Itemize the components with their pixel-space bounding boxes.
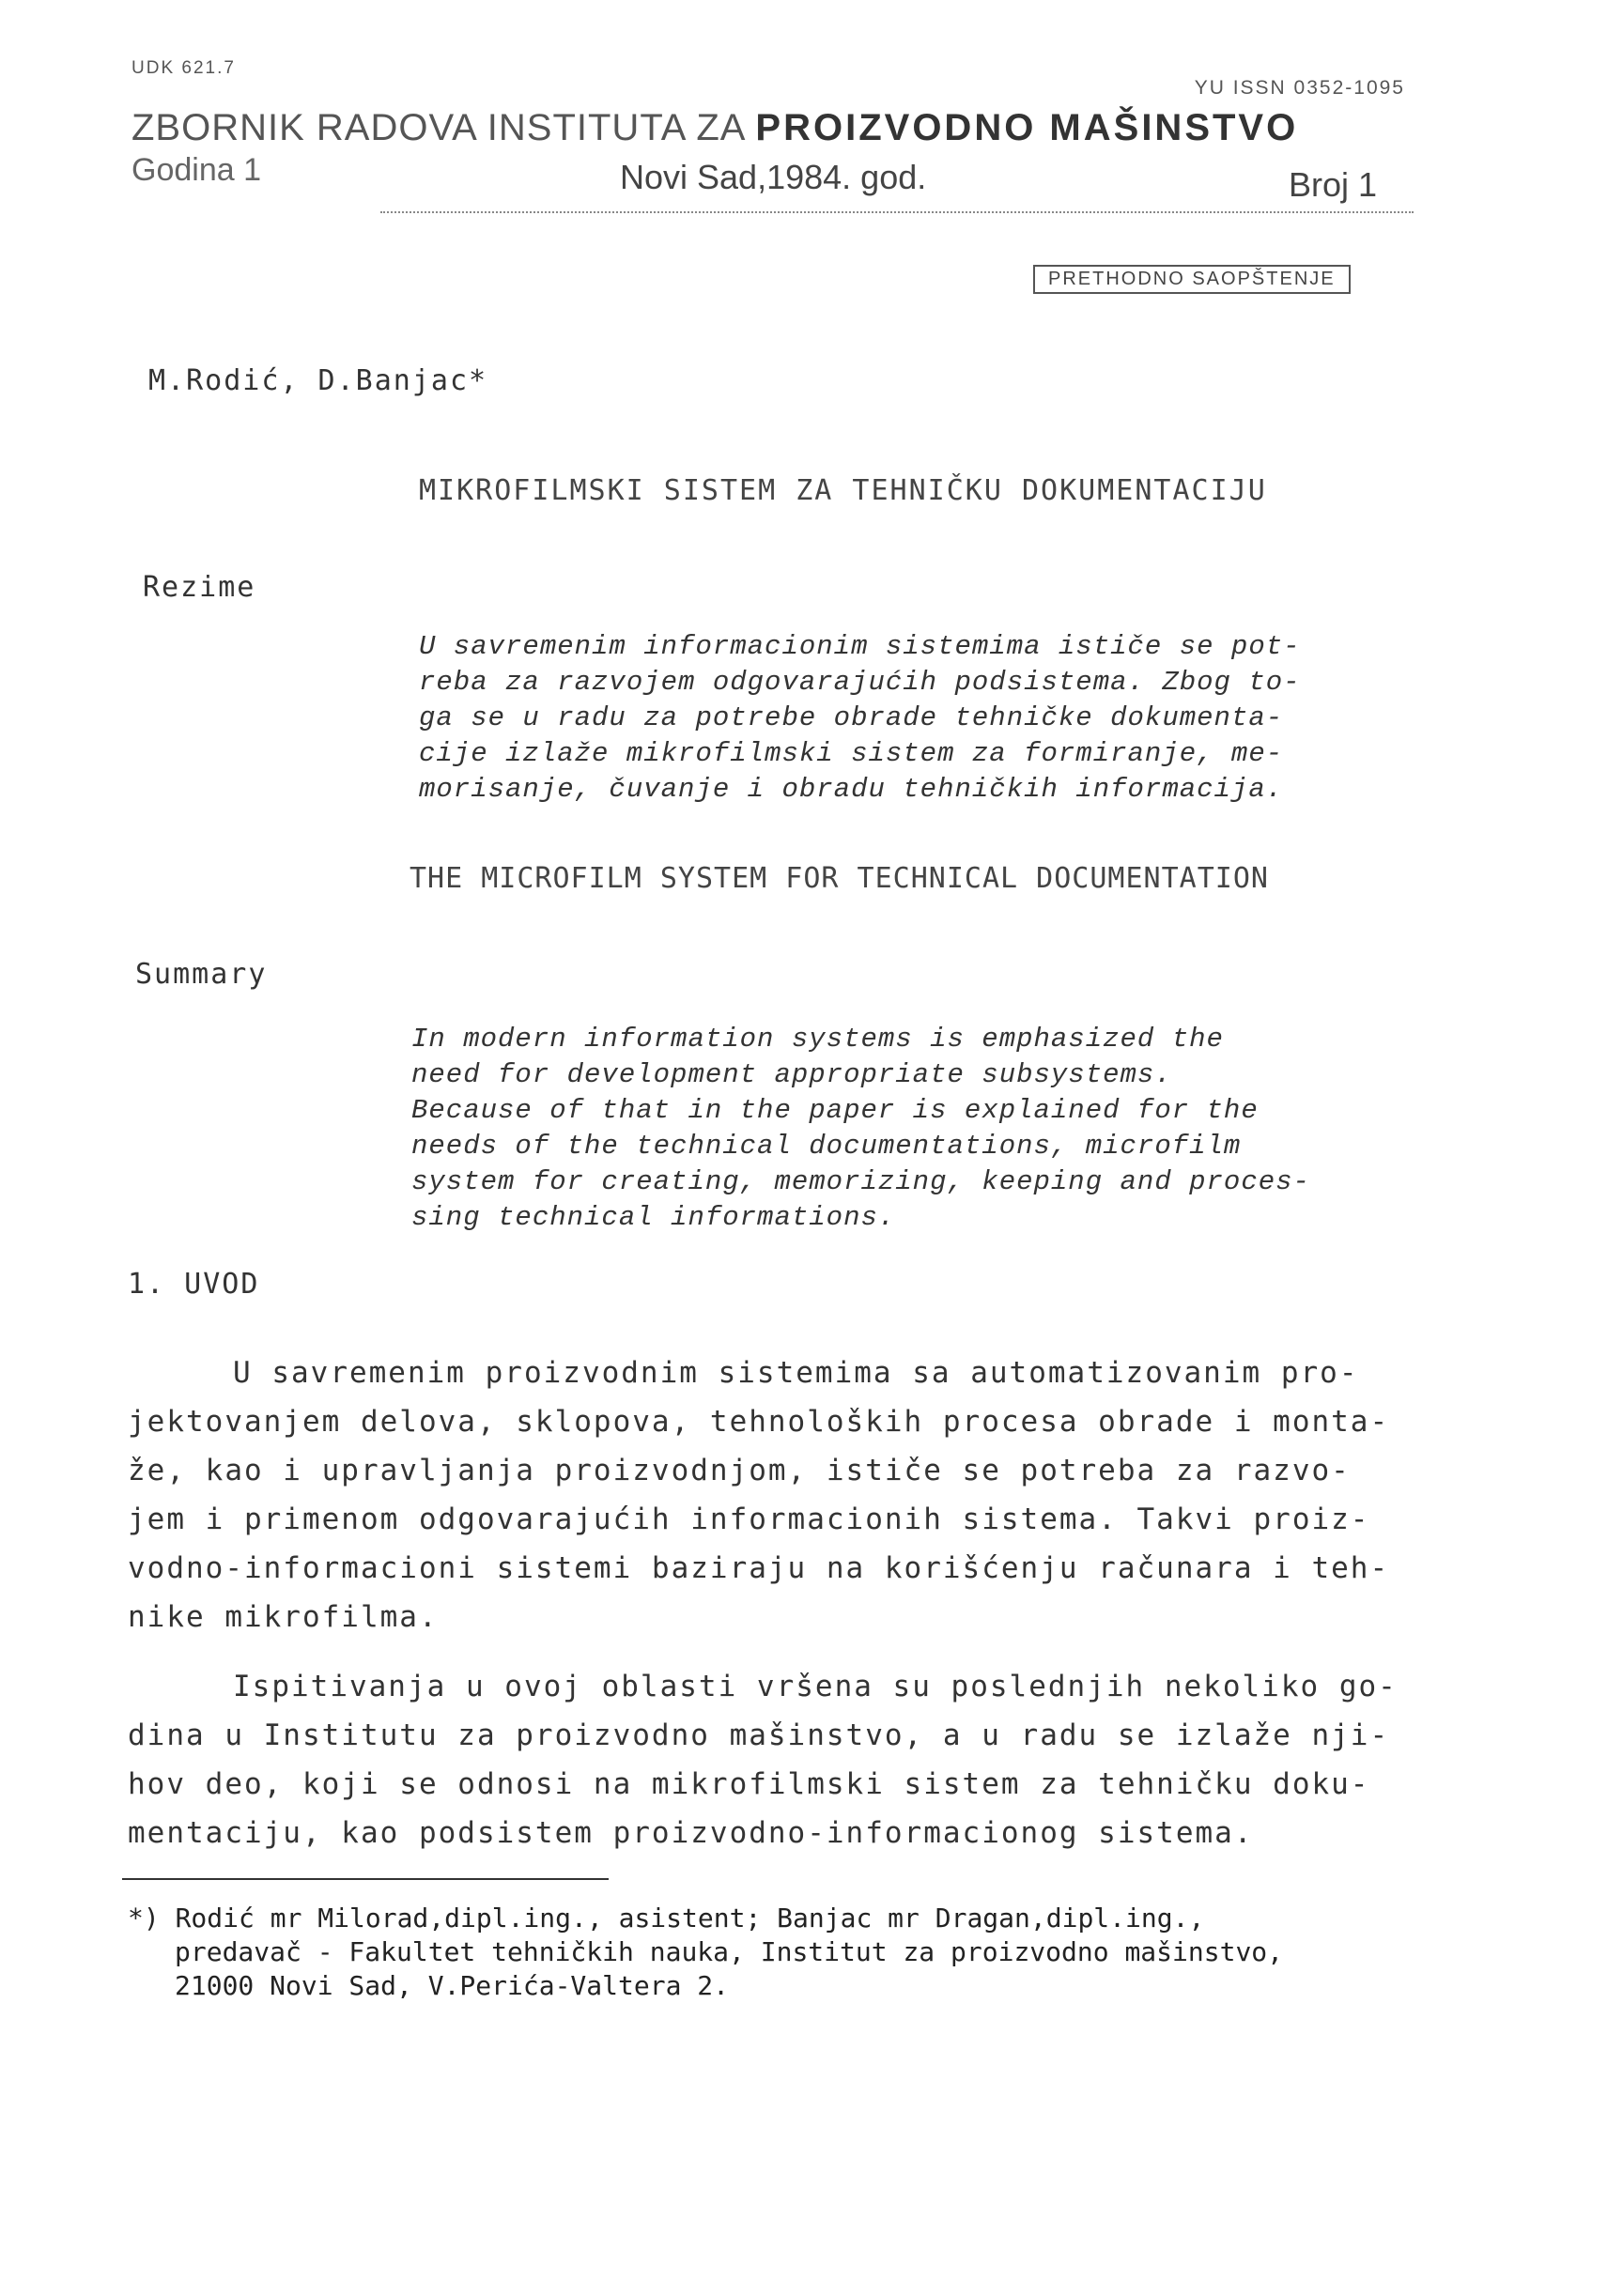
rezime-line: morisanje, čuvanje i obradu tehničkih informacija. — [419, 774, 1284, 805]
category-badge: PRETHODNO SAOPŠTENJE — [1033, 265, 1351, 294]
udk-code: UDK 621.7 — [131, 58, 236, 78]
summary-line: needs of the technical documentations, microfilm — [411, 1131, 1242, 1162]
issn-number: YU ISSN 0352-1095 — [1194, 77, 1405, 99]
section-heading: 1. UVOD — [128, 1268, 260, 1301]
rezime-line: cije izlaže mikrofilmski sistem za formiranje, me- — [419, 738, 1284, 769]
issue-label: Broj 1 — [1289, 165, 1378, 204]
summary-line: system for creating, memorizing, keeping and proces- — [411, 1166, 1310, 1197]
body-line: nike mikrofilma. — [128, 1600, 439, 1634]
authors: M.Rodić, D.Banjac* — [148, 364, 488, 397]
journal-title — [131, 107, 1298, 149]
rezime-line: reba za razvojem odgovarajućih podsistema. Zbog to- — [419, 667, 1301, 698]
summary-line: need for development appropriate subsystems. — [411, 1059, 1172, 1090]
rezime-line: U savremenim informacionim sistemima ističe se pot- — [419, 631, 1301, 662]
body-line: jektovanjem delova, sklopova, tehnoloških procesa obrade i monta- — [128, 1405, 1390, 1439]
body-line: dina u Institutu za proizvodno mašinstvo, a u radu se izlaže nji- — [128, 1718, 1390, 1752]
summary-line: In modern information systems is emphasized the — [411, 1024, 1224, 1055]
rezime-label: Rezime — [143, 571, 256, 604]
summary-line: Because of that in the paper is explained for the — [411, 1095, 1259, 1126]
title-english: THE MICROFILM SYSTEM FOR TECHNICAL DOCUMENTATION — [410, 862, 1269, 895]
body-line: U savremenim proizvodnim sistemima sa automatizovanim pro- — [233, 1356, 1359, 1390]
body-line: vodno-informacioni sistemi baziraju na korišćenju računara i teh- — [128, 1551, 1390, 1585]
footnote-divider — [122, 1878, 609, 1880]
footnote-line: predavač - Fakultet tehničkih nauka, Institut za proizvodno mašinstvo, — [175, 1936, 1284, 1967]
footnote-line: 21000 Novi Sad, V.Perića-Valtera 2. — [175, 1970, 730, 2001]
title-serbian: MIKROFILMSKI SISTEM ZA TEHNIČKU DOKUMENTACIJU — [419, 474, 1267, 507]
place-date: Novi Sad,1984. god. — [620, 158, 927, 196]
body-line: že, kao i upravljanja proizvodnjom, ističe se potreba za razvo- — [128, 1454, 1351, 1487]
body-line: mentaciju, kao podsistem proizvodno-informacionog sistema. — [128, 1816, 1254, 1850]
summary-label: Summary — [135, 958, 268, 991]
header-divider — [380, 211, 1414, 213]
footnote-line: *) Rodić mr Milorad,dipl.ing., asistent; Banjac mr Dragan,dipl.ing., — [128, 1903, 1205, 1934]
journal-title-plain: ZBORNIK RADOVA INSTITUTA ZA — [131, 107, 745, 148]
rezime-line: ga se u radu za potrebe obrade tehničke dokumenta- — [419, 702, 1284, 733]
year-label: Godina 1 — [131, 152, 261, 188]
body-line: Ispitivanja u ovoj oblasti vršena su poslednjih nekoliko go- — [233, 1670, 1398, 1703]
body-line: jem i primenom odgovarajućih informacionih sistema. Takvi proiz- — [128, 1502, 1370, 1536]
journal-title-bold: PROIZVODNO MAŠINSTVO — [755, 107, 1299, 148]
body-line: hov deo, koji se odnosi na mikrofilmski sistem za tehničku doku- — [128, 1767, 1370, 1801]
summary-line: sing technical informations. — [411, 1202, 896, 1233]
